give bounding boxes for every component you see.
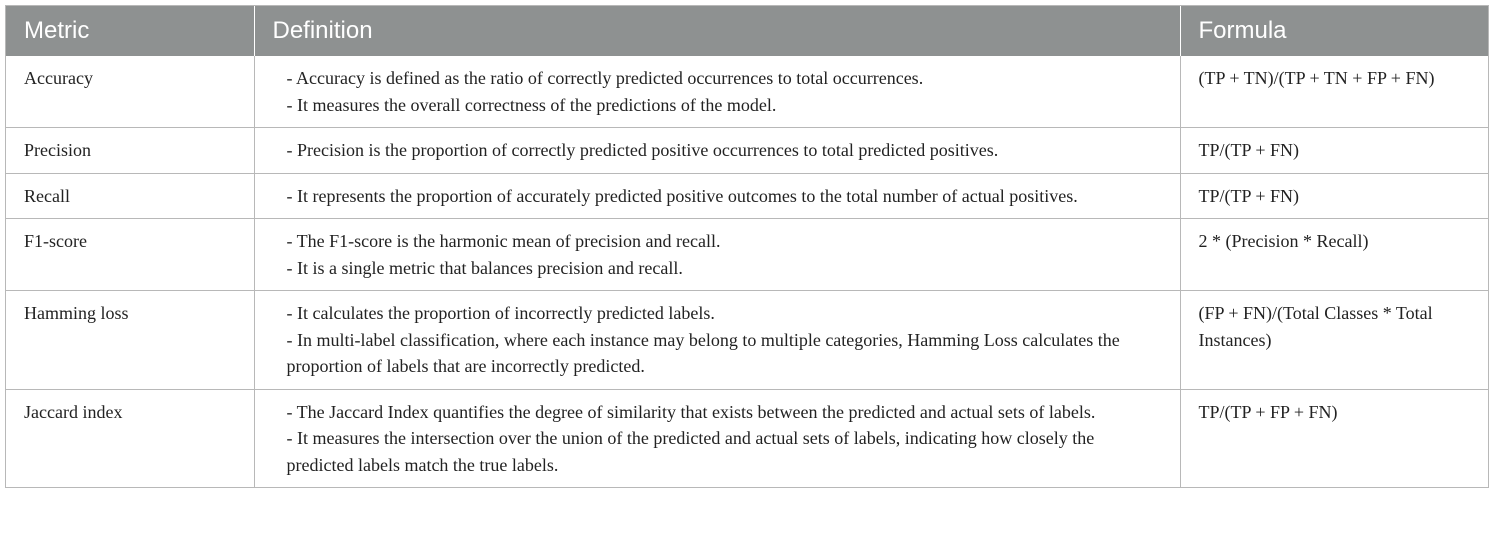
formula-cell: (FP + FN)/(Total Classes * Total Instances) bbox=[1180, 291, 1488, 390]
metric-cell: Hamming loss bbox=[6, 291, 254, 390]
definition-line: - Precision is the proportion of correctly predicted positive occurrences to total predicted positives. bbox=[286, 140, 999, 160]
definition-line: - In multi-label classification, where each instance may belong to multiple categories, Hamming Loss calculates the proportion of labels that are incorrectly predicted. bbox=[286, 329, 1120, 376]
formula-cell: 2 * (Precision * Recall) bbox=[1180, 219, 1488, 291]
table-row bbox=[6, 219, 1488, 291]
definition-cell bbox=[254, 219, 1180, 291]
table-row bbox=[6, 389, 1488, 487]
definition-line: - The F1-score is the harmonic mean of precision and recall. bbox=[286, 231, 721, 251]
table-body bbox=[6, 56, 1488, 487]
metrics-table-container bbox=[5, 5, 1489, 488]
metrics-table bbox=[6, 6, 1488, 487]
header-definition: Definition bbox=[254, 6, 1180, 56]
table-row bbox=[6, 56, 1488, 128]
definition-line: - It represents the proportion of accurately predicted positive outcomes to the total number of actual positives. bbox=[286, 185, 1078, 206]
definition-line: - It calculates the proportion of incorrectly predicted labels. bbox=[286, 303, 715, 323]
definition-line: - It measures the intersection over the union of the predicted and actual sets of labels, indicating how closely the predicted labels match the true labels. bbox=[286, 428, 1095, 475]
definition-cell bbox=[254, 128, 1180, 174]
metric-cell: Jaccard index bbox=[6, 389, 254, 487]
definition-line: - Accuracy is defined as the ratio of correctly predicted occurrences to total occurrences. bbox=[286, 68, 924, 88]
header-formula: Formula bbox=[1180, 6, 1488, 56]
header-metric: Metric bbox=[6, 6, 254, 56]
metric-cell: Accuracy bbox=[6, 56, 254, 128]
table-row bbox=[6, 291, 1488, 390]
definition-cell bbox=[254, 173, 1180, 219]
formula-cell: (TP + TN)/(TP + TN + FP + FN) bbox=[1198, 68, 1435, 88]
definition-cell bbox=[254, 389, 1180, 487]
formula-cell: TP/(TP + FP + FN) bbox=[1180, 389, 1488, 487]
table-header bbox=[6, 6, 1488, 56]
metric-cell: Precision bbox=[6, 128, 254, 174]
metric-cell: Recall bbox=[6, 173, 254, 219]
table-row bbox=[6, 173, 1488, 219]
header-row bbox=[6, 6, 1488, 56]
definition-line: - It measures the overall correctness of the predictions of the model. bbox=[286, 94, 777, 115]
table-row bbox=[6, 128, 1488, 174]
definition-line: - The Jaccard Index quantifies the degree of similarity that exists between the predicted and actual sets of labels. bbox=[286, 401, 1096, 422]
formula-cell: TP/(TP + FN) bbox=[1180, 128, 1488, 174]
definition-line: - It is a single metric that balances precision and recall. bbox=[286, 257, 683, 278]
formula-cell: TP/(TP + FN) bbox=[1180, 173, 1488, 219]
metric-cell: F1-score bbox=[6, 219, 254, 291]
definition-cell bbox=[254, 56, 1180, 128]
definition-cell bbox=[254, 291, 1180, 390]
